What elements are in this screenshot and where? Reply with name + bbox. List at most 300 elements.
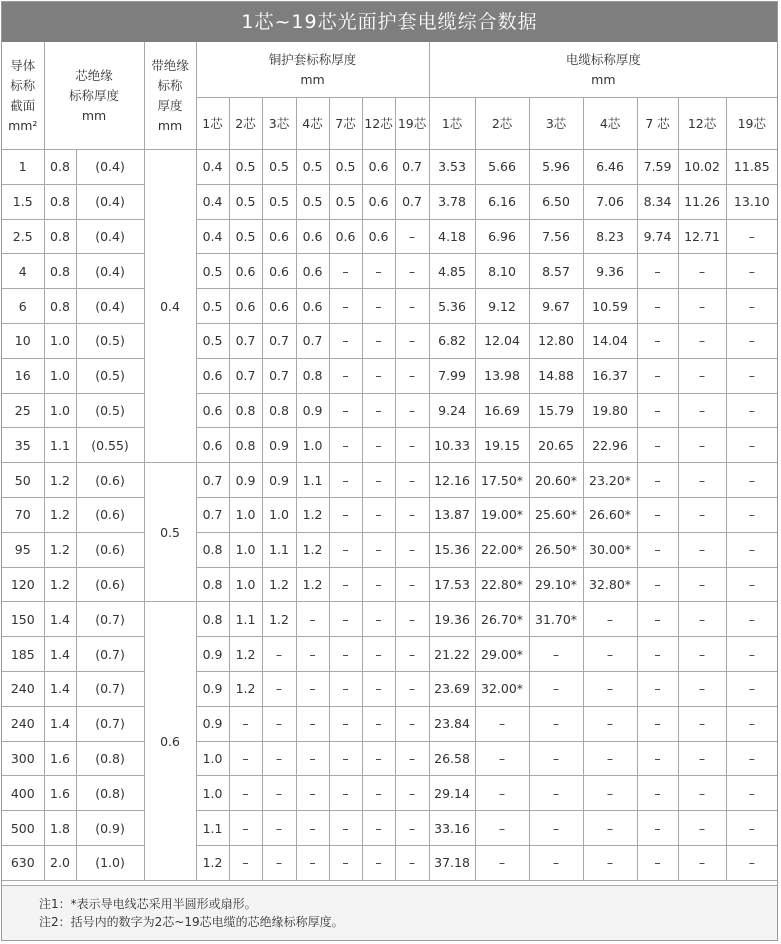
cable-thickness-cell: –	[637, 497, 678, 532]
sheath-thickness-cell: 0.8	[229, 428, 262, 463]
core-insulation-cell: 0.8	[44, 254, 76, 289]
cable-thickness-cell: 26.60*	[583, 497, 637, 532]
sheath-thickness-cell: –	[395, 393, 429, 428]
sheath-thickness-cell: –	[362, 289, 395, 324]
core-insulation-cell: 1.8	[44, 811, 76, 846]
tape-insulation-header-line: 标称	[157, 77, 183, 93]
sheath-thickness-cell: –	[329, 497, 362, 532]
sheath-thickness-cell: –	[362, 463, 395, 498]
core-insulation-header-line: mm	[81, 107, 107, 123]
cable-thickness-cell: –	[726, 671, 777, 706]
cable-thickness-cell: –	[726, 254, 777, 289]
cable-thickness-cell: –	[726, 845, 777, 880]
cable-thickness-cell: 12.04	[475, 323, 529, 358]
table-row	[2, 254, 777, 289]
core-insulation-cell: 0.8	[44, 219, 76, 254]
sheath-thickness-cell: –	[329, 706, 362, 741]
sheath-thickness-cell: –	[329, 289, 362, 324]
cable-thickness-cell: 15.79	[529, 393, 583, 428]
cable-thickness-cell: 7.99	[429, 358, 475, 393]
sheath-thickness-cell: –	[262, 776, 296, 811]
cable-thickness-cell: 19.80	[583, 393, 637, 428]
cable-thickness-cell: 11.85	[726, 150, 777, 185]
cable-thickness-cell: 8.10	[475, 254, 529, 289]
cable-thickness-cell: 32.00*	[475, 671, 529, 706]
conductor-area-cell: 35	[2, 428, 44, 463]
core-insulation-cell: 0.8	[44, 184, 76, 219]
sheath-thickness-cell: 1.0	[196, 741, 229, 776]
sheath-thickness-cell: –	[395, 428, 429, 463]
cable-thickness-cell: 3.53	[429, 150, 475, 185]
sheath-thickness-cell: –	[296, 741, 329, 776]
cable-thickness-cell: –	[637, 706, 678, 741]
cable-thickness-cell: 19.15	[475, 428, 529, 463]
sheath-thickness-cell: 0.8	[196, 567, 229, 602]
sheath-thickness-cell: 0.7	[296, 323, 329, 358]
conductor-area-cell: 400	[2, 776, 44, 811]
cable-thickness-cell: 14.88	[529, 358, 583, 393]
table-row	[2, 358, 777, 393]
cable-thickness-cell: –	[637, 741, 678, 776]
cable-thickness-cell: 19.36	[429, 602, 475, 637]
cable-thickness-cell: –	[726, 741, 777, 776]
notes	[2, 885, 777, 940]
sheath-thickness-cell: 0.5	[229, 219, 262, 254]
cable-thickness-cell: 9.36	[583, 254, 637, 289]
conductor-area-cell: 630	[2, 845, 44, 880]
cable-thickness-cell: –	[529, 637, 583, 672]
table-row	[2, 219, 777, 254]
sheath-thickness-cell: –	[395, 358, 429, 393]
core-insulation-cell: 1.0	[44, 358, 76, 393]
sheath-thickness-cell: –	[395, 323, 429, 358]
core-insulation-multi-cell: (0.5)	[76, 323, 144, 358]
note-1: 注1：*表示导电线芯采用半圆形或扇形。	[39, 897, 257, 911]
sheath-thickness-cell: 0.6	[362, 150, 395, 185]
sheath-thickness-cell: –	[395, 845, 429, 880]
sheath-thickness-cell: 1.2	[229, 671, 262, 706]
sheath-thickness-cell: –	[362, 393, 395, 428]
cable-thickness-cell: 25.60*	[529, 497, 583, 532]
sheath-thickness-cell: –	[329, 567, 362, 602]
cable-thickness-cell: –	[726, 776, 777, 811]
core-insulation-multi-cell: (0.55)	[76, 428, 144, 463]
cable-thickness-cell: 23.84	[429, 706, 475, 741]
sheath-thickness-cell: 0.9	[229, 463, 262, 498]
core-insulation-multi-cell: (0.8)	[76, 776, 144, 811]
sheath-core-header: 2芯	[229, 98, 262, 150]
cable-thickness-cell: 13.87	[429, 497, 475, 532]
table-row	[2, 497, 777, 532]
sheath-thickness-cell: 0.5	[329, 150, 362, 185]
table-row	[2, 393, 777, 428]
sheath-thickness-cell: 1.0	[262, 497, 296, 532]
cable-core-header: 19芯	[726, 98, 777, 150]
core-insulation-cell: 0.8	[44, 150, 76, 185]
sheath-thickness-cell: 1.1	[229, 602, 262, 637]
sheath-thickness-cell: 1.1	[296, 463, 329, 498]
table-row	[2, 323, 777, 358]
table-row	[2, 532, 777, 567]
sheath-thickness-cell: –	[262, 811, 296, 846]
cable-thickness-cell: 5.96	[529, 150, 583, 185]
core-insulation-cell: 1.0	[44, 323, 76, 358]
conductor-area-header	[2, 42, 44, 150]
sheath-thickness-cell: 0.6	[196, 428, 229, 463]
cable-thickness-cell: –	[637, 637, 678, 672]
table-row	[2, 706, 777, 741]
cable-thickness-cell: 30.00*	[583, 532, 637, 567]
cable-thickness-cell: –	[678, 706, 726, 741]
cable-thickness-header	[429, 42, 777, 98]
cable-thickness-cell: 21.22	[429, 637, 475, 672]
cable-thickness-cell: 12.16	[429, 463, 475, 498]
sheath-thickness-cell: –	[395, 254, 429, 289]
sheath-thickness-cell: –	[329, 776, 362, 811]
tape-insulation-cell: 0.6	[144, 602, 196, 880]
cable-thickness-cell: –	[726, 706, 777, 741]
sheath-thickness-cell: –	[362, 706, 395, 741]
sheath-thickness-cell: –	[395, 497, 429, 532]
cable-thickness-cell: –	[637, 463, 678, 498]
conductor-area-cell: 4	[2, 254, 44, 289]
sheath-thickness-cell: 0.9	[262, 463, 296, 498]
sheath-thickness-cell: 0.9	[196, 706, 229, 741]
conductor-area-header-line: 导体	[10, 57, 36, 73]
cable-thickness-cell: 7.59	[637, 150, 678, 185]
table-row	[2, 845, 777, 880]
sheath-thickness-cell: –	[296, 845, 329, 880]
core-insulation-multi-cell: (0.7)	[76, 602, 144, 637]
core-insulation-cell: 1.2	[44, 567, 76, 602]
cable-thickness-cell: –	[583, 706, 637, 741]
cable-thickness-cell: –	[637, 845, 678, 880]
table-row	[2, 463, 777, 498]
sheath-thickness-cell: 0.5	[296, 184, 329, 219]
sheath-thickness-cell: 1.2	[229, 637, 262, 672]
cable-thickness-cell: 23.69	[429, 671, 475, 706]
conductor-area-cell: 185	[2, 637, 44, 672]
sheath-core-header: 3芯	[262, 98, 296, 150]
cable-thickness-cell: –	[637, 254, 678, 289]
cable-thickness-cell: –	[583, 811, 637, 846]
cable-thickness-cell: –	[529, 811, 583, 846]
sheath-thickness-cell: –	[229, 845, 262, 880]
cable-thickness-cell: –	[583, 671, 637, 706]
core-insulation-cell: 1.1	[44, 428, 76, 463]
cable-thickness-cell: 6.50	[529, 184, 583, 219]
conductor-area-cell: 240	[2, 706, 44, 741]
conductor-area-cell: 95	[2, 532, 44, 567]
cable-thickness-cell: –	[637, 811, 678, 846]
sheath-thickness-cell: 0.9	[196, 637, 229, 672]
sheath-thickness-cell: –	[395, 776, 429, 811]
sheath-thickness-cell: 0.7	[395, 184, 429, 219]
cable-core-header: 4芯	[583, 98, 637, 150]
sheath-thickness-cell: 0.7	[196, 463, 229, 498]
table-row	[2, 150, 777, 185]
cable-data-table	[2, 42, 777, 881]
sheath-thickness-cell: –	[329, 741, 362, 776]
cable-thickness-cell: –	[529, 776, 583, 811]
core-insulation-cell: 1.6	[44, 776, 76, 811]
cable-thickness-cell: –	[726, 567, 777, 602]
copper-sheath-header	[196, 42, 429, 98]
sheath-thickness-cell: –	[362, 845, 395, 880]
sheath-thickness-cell: –	[329, 845, 362, 880]
cable-thickness-cell: –	[726, 463, 777, 498]
sheath-thickness-cell: –	[362, 428, 395, 463]
sheath-thickness-cell: –	[296, 776, 329, 811]
cable-thickness-cell: –	[583, 845, 637, 880]
sheath-thickness-cell: 0.8	[196, 602, 229, 637]
conductor-area-cell: 240	[2, 671, 44, 706]
sheath-thickness-cell: –	[395, 671, 429, 706]
cable-thickness-cell: 4.85	[429, 254, 475, 289]
cable-thickness-cell: –	[678, 637, 726, 672]
sheath-thickness-cell: 0.7	[262, 358, 296, 393]
cable-core-header: 2芯	[475, 98, 529, 150]
cable-thickness-cell: 9.67	[529, 289, 583, 324]
cable-thickness-cell: 10.02	[678, 150, 726, 185]
cable-thickness-cell: –	[637, 393, 678, 428]
conductor-area-cell: 120	[2, 567, 44, 602]
sheath-thickness-cell: 0.7	[229, 323, 262, 358]
cable-thickness-cell: 16.69	[475, 393, 529, 428]
sheath-thickness-cell: 0.6	[362, 184, 395, 219]
sheath-thickness-cell: 0.6	[329, 219, 362, 254]
cable-thickness-cell: 6.46	[583, 150, 637, 185]
cable-thickness-cell: 22.00*	[475, 532, 529, 567]
sheath-thickness-cell: –	[329, 532, 362, 567]
sheath-thickness-cell: 0.5	[196, 289, 229, 324]
cable-thickness-cell: 6.16	[475, 184, 529, 219]
cable-thickness-cell: –	[726, 428, 777, 463]
sheath-thickness-cell: –	[262, 706, 296, 741]
sheath-thickness-cell: –	[362, 776, 395, 811]
sheath-thickness-cell: 1.1	[196, 811, 229, 846]
core-insulation-multi-cell: (0.5)	[76, 358, 144, 393]
cable-thickness-cell: –	[583, 776, 637, 811]
cable-thickness-cell: –	[726, 289, 777, 324]
core-insulation-cell: 1.4	[44, 602, 76, 637]
cable-thickness-cell: –	[529, 741, 583, 776]
sheath-thickness-cell: –	[362, 358, 395, 393]
conductor-area-header-line: mm²	[8, 117, 38, 133]
sheath-thickness-cell: –	[262, 845, 296, 880]
table-body	[2, 150, 777, 881]
cable-thickness-cell: 6.82	[429, 323, 475, 358]
sheath-core-header: 19芯	[395, 98, 429, 150]
core-insulation-cell: 2.0	[44, 845, 76, 880]
sheath-thickness-cell: –	[362, 602, 395, 637]
sheath-thickness-cell: 0.4	[196, 184, 229, 219]
cable-thickness-cell: 9.12	[475, 289, 529, 324]
core-insulation-multi-cell: (0.4)	[76, 289, 144, 324]
core-insulation-multi-cell: (0.4)	[76, 219, 144, 254]
sheath-thickness-cell: 0.5	[329, 184, 362, 219]
sheath-thickness-cell: 0.7	[395, 150, 429, 185]
cable-thickness-cell: –	[678, 845, 726, 880]
tape-insulation-cell: 0.5	[144, 463, 196, 602]
cable-thickness-cell: 20.60*	[529, 463, 583, 498]
cable-thickness-cell: 8.34	[637, 184, 678, 219]
core-insulation-cell: 1.2	[44, 463, 76, 498]
conductor-area-cell: 1.5	[2, 184, 44, 219]
sheath-thickness-cell: 0.6	[229, 254, 262, 289]
cable-thickness-cell: –	[475, 776, 529, 811]
cable-thickness-cell: –	[726, 393, 777, 428]
cable-thickness-cell: –	[475, 741, 529, 776]
core-insulation-cell: 1.4	[44, 637, 76, 672]
sheath-thickness-cell: –	[329, 393, 362, 428]
sheath-thickness-cell: –	[296, 706, 329, 741]
sheath-core-header: 1芯	[196, 98, 229, 150]
sheath-thickness-cell: –	[395, 637, 429, 672]
core-insulation-multi-cell: (0.6)	[76, 567, 144, 602]
sheath-thickness-cell: –	[229, 706, 262, 741]
cable-thickness-cell: 26.50*	[529, 532, 583, 567]
sheath-thickness-cell: –	[329, 811, 362, 846]
conductor-area-header-line: 截面	[10, 97, 36, 113]
core-insulation-multi-cell: (0.4)	[76, 150, 144, 185]
sheath-thickness-cell: 0.7	[196, 497, 229, 532]
table-row	[2, 671, 777, 706]
tape-insulation-header-line: 厚度	[157, 97, 183, 113]
sheath-thickness-cell: –	[395, 602, 429, 637]
sheath-thickness-cell: –	[395, 567, 429, 602]
sheath-thickness-cell: –	[329, 637, 362, 672]
sheath-thickness-cell: 0.8	[296, 358, 329, 393]
conductor-area-cell: 6	[2, 289, 44, 324]
sheath-thickness-cell: –	[362, 323, 395, 358]
sheath-thickness-cell: 0.8	[196, 532, 229, 567]
sheath-thickness-cell: –	[329, 463, 362, 498]
sheath-thickness-cell: –	[296, 637, 329, 672]
cable-thickness-cell: 20.65	[529, 428, 583, 463]
sheath-thickness-cell: 1.0	[296, 428, 329, 463]
sheath-thickness-cell: –	[362, 567, 395, 602]
cable-thickness-cell: –	[678, 393, 726, 428]
sheath-thickness-cell: 0.4	[196, 219, 229, 254]
cable-core-header: 3芯	[529, 98, 583, 150]
sheath-thickness-cell: 0.5	[262, 184, 296, 219]
cable-thickness-cell: 22.96	[583, 428, 637, 463]
cable-thickness-cell: 10.59	[583, 289, 637, 324]
sheath-thickness-cell: 0.6	[262, 254, 296, 289]
sheath-thickness-cell: –	[395, 741, 429, 776]
conductor-area-cell: 300	[2, 741, 44, 776]
cable-thickness-cell: 26.58	[429, 741, 475, 776]
sheath-thickness-cell: –	[395, 706, 429, 741]
sheath-thickness-cell: –	[395, 219, 429, 254]
table-row	[2, 567, 777, 602]
cable-thickness-cell: 13.98	[475, 358, 529, 393]
core-insulation-cell: 0.8	[44, 289, 76, 324]
cable-thickness-cell: 12.80	[529, 323, 583, 358]
cable-thickness-cell: –	[637, 776, 678, 811]
cable-thickness-cell: 13.10	[726, 184, 777, 219]
sheath-thickness-cell: 0.5	[296, 150, 329, 185]
sheath-thickness-cell: –	[362, 532, 395, 567]
sheath-thickness-cell: –	[296, 671, 329, 706]
table-row	[2, 637, 777, 672]
conductor-area-cell: 2.5	[2, 219, 44, 254]
sheath-thickness-cell: 0.6	[229, 289, 262, 324]
sheath-thickness-cell: 0.4	[196, 150, 229, 185]
sheath-thickness-cell: –	[362, 497, 395, 532]
sheath-thickness-cell: –	[395, 463, 429, 498]
sheath-thickness-cell: –	[329, 671, 362, 706]
cable-core-header: 1芯	[429, 98, 475, 150]
cable-thickness-cell: –	[678, 428, 726, 463]
cable-thickness-cell: –	[678, 776, 726, 811]
core-insulation-cell: 1.4	[44, 706, 76, 741]
core-insulation-multi-cell: (0.6)	[76, 497, 144, 532]
sheath-thickness-cell: 0.6	[262, 219, 296, 254]
table-row	[2, 602, 777, 637]
cable-thickness-cell: –	[726, 358, 777, 393]
cable-thickness-cell: 3.78	[429, 184, 475, 219]
cable-thickness-cell: –	[475, 845, 529, 880]
cable-thickness-header-line: mm	[591, 71, 616, 87]
sheath-thickness-cell: –	[362, 637, 395, 672]
sheath-thickness-cell: 1.2	[262, 602, 296, 637]
cable-thickness-cell: 29.00*	[475, 637, 529, 672]
cable-thickness-cell: 19.00*	[475, 497, 529, 532]
cable-thickness-cell: 4.18	[429, 219, 475, 254]
sheath-thickness-cell: –	[229, 811, 262, 846]
cable-thickness-cell: –	[678, 741, 726, 776]
cable-thickness-cell: –	[726, 811, 777, 846]
cable-thickness-cell: –	[637, 567, 678, 602]
sheath-thickness-cell: 0.6	[262, 289, 296, 324]
sheath-thickness-cell: 1.2	[296, 532, 329, 567]
cable-data-sheet	[1, 1, 778, 941]
cable-thickness-cell: –	[529, 706, 583, 741]
table-row	[2, 428, 777, 463]
sheath-thickness-cell: 0.9	[262, 428, 296, 463]
cable-thickness-cell: 22.80*	[475, 567, 529, 602]
sheath-thickness-cell: –	[362, 254, 395, 289]
cable-thickness-cell: –	[637, 602, 678, 637]
sheath-thickness-cell: 0.6	[296, 254, 329, 289]
sheath-thickness-cell: 0.8	[229, 393, 262, 428]
cable-core-header: 7 芯	[637, 98, 678, 150]
cable-thickness-cell: –	[529, 845, 583, 880]
cable-thickness-cell: 8.57	[529, 254, 583, 289]
core-insulation-cell: 1.2	[44, 532, 76, 567]
cable-thickness-cell: –	[678, 254, 726, 289]
sheath-thickness-cell: –	[362, 811, 395, 846]
cable-thickness-cell: –	[678, 567, 726, 602]
cable-thickness-cell: –	[678, 463, 726, 498]
cable-thickness-cell: –	[583, 637, 637, 672]
cable-thickness-cell: –	[726, 323, 777, 358]
sheath-thickness-cell: 0.5	[262, 150, 296, 185]
cable-thickness-header-line: 电缆标称厚度	[565, 51, 641, 67]
sheath-thickness-cell: 0.8	[262, 393, 296, 428]
table-row	[2, 776, 777, 811]
cable-thickness-cell: –	[678, 602, 726, 637]
sheath-thickness-cell: 0.9	[296, 393, 329, 428]
sheath-thickness-cell: 1.0	[196, 776, 229, 811]
sheath-thickness-cell: –	[362, 741, 395, 776]
sheath-thickness-cell: –	[329, 254, 362, 289]
core-insulation-multi-cell: (0.8)	[76, 741, 144, 776]
note-2: 注2：括号内的数字为2芯~19芯电缆的芯绝缘标称厚度。	[39, 915, 344, 929]
sheath-thickness-cell: 0.5	[196, 254, 229, 289]
